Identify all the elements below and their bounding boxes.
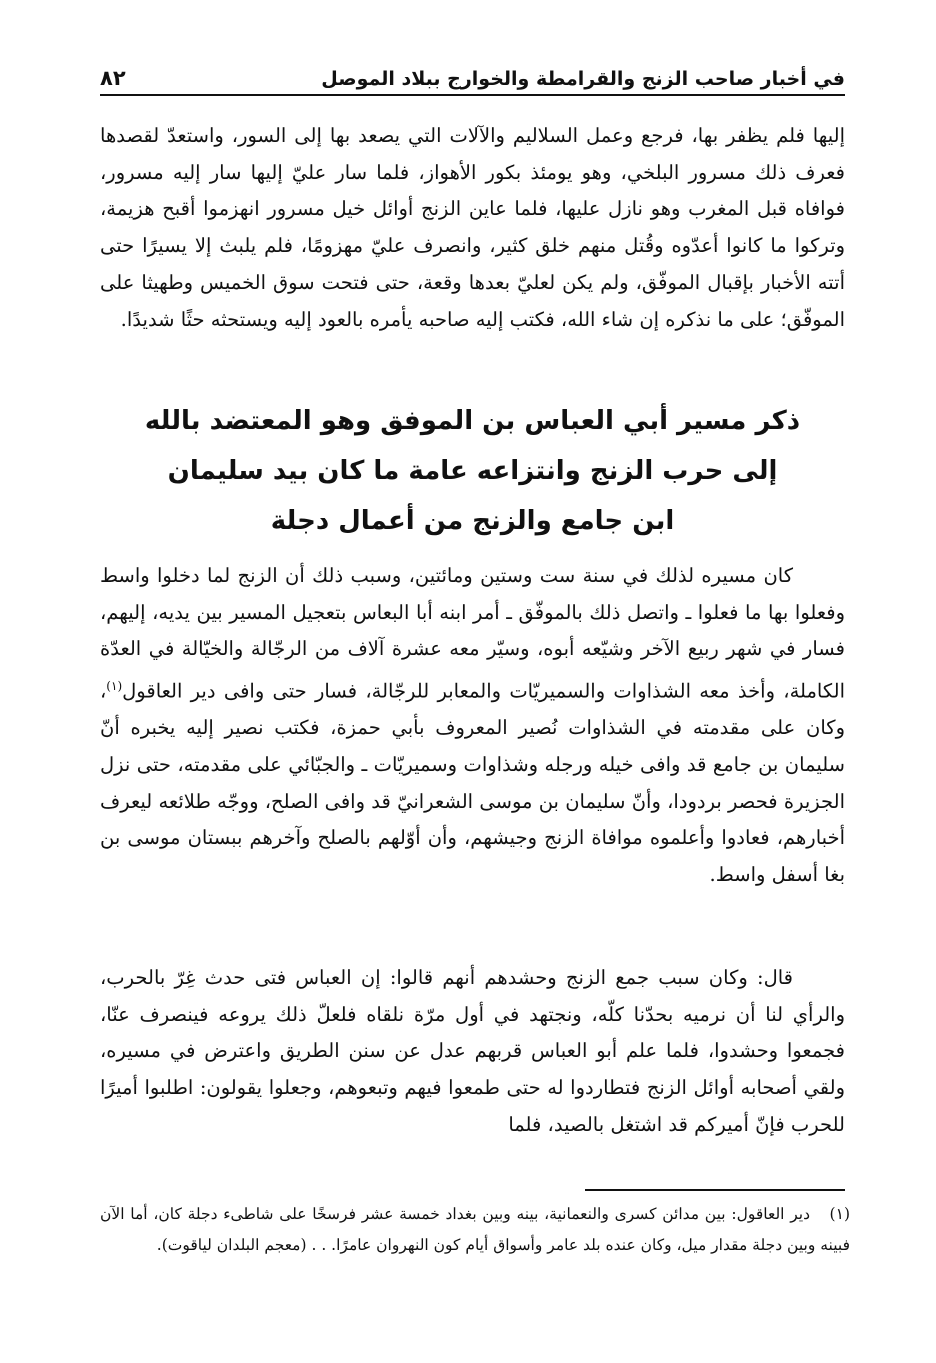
footnote-text: دير العاقول: بين مدائن كسرى والنعمانية، بينه وبين بغداد خمسة عشر فرسخًا على شاطىء دجلة كان، أما الآن فبينه وبين دجلة مقدار ميل، وكان عنده بلد عامر وأسواق أيام كون النهروان عامرًا. . . (معجم البلدان لياقوت). [100, 1205, 850, 1254]
paragraph-3 [100, 960, 845, 1144]
paragraph-2-part-1: كان مسيره لذلك في سنة ست وستين ومائتين، وسبب ذلك أن الزنج لما دخلوا واسط وفعلوا بها ما فعلوا ـ واتصل ذلك بالموفّق ـ أمر ابنه أبا البعاس بتعجيل المسير بين يديه، إليهم، فسار في شهر ربيع الآخر وشيّعه أبوه، وسيّر معه عشرة آلاف من الرجّالة والخيّالة في العدّة الكاملة، وأخذ معه الشذاوات والسميريّات والمعابر للرجّالة، فسار حتى وافى دير العاقول [100, 564, 845, 703]
heading-line-2: إلى حرب الزنج وانتزاعه عامة ما كان بيد سليمان [167, 456, 778, 486]
heading-line-3: ابن جامع والزنج من أعمال دجلة [270, 506, 675, 536]
paragraph-2-part-2: ، وكان على مقدمته في الشذاوات نُصير المعروف بأبي حمزة، فكتب نصير إليه يخبره أنّ سليمان بن جامع قد وافى خيله ورجله وشذاوات وسميريّات ـ والجبّائي على مقدمته، حتى نزل الجزيرة فحصر بردودا، وأنّ سليمان بن موسى الشعرانيّ قد وافى الصلح، ووجّه طلائعه ليعرف أخبارهم، فعادوا وأعلموه موافاة الزنج وجيشهم، وأن أوّلهم بالصلح وآخرهم ببستان موسى بن بغا أسفل واسط. [100, 679, 845, 887]
footnote-separator [585, 1189, 845, 1191]
page-number: ٨٢ [100, 66, 126, 90]
heading-line-1: ذكر مسير أبي العباس بن الموفق وهو المعتضد بالله [144, 406, 801, 436]
footnote-reference-1[interactable]: (١) [106, 679, 123, 694]
header-title: في أخبار صاحب الزنج والقرامطة والخوارج ببلاد الموصل [321, 68, 845, 90]
paragraph-2-text [100, 558, 845, 894]
footnote-1 [100, 1199, 850, 1261]
paragraph-1-text: إليها فلم يظفر بها، فرجع وعمل السلاليم والآلات التي يصعد بها إلى السور، واستعدّ لقصدها فعرف ذلك مسرور البلخي، وهو يومئذ بكور الأهواز، فلما سار عليّ إليها سار إليه مسرور، فوافاه قبل المغرب وهو نازل عليها، فلما عاين الزنج أوائل خيل مسرور انهزموا أقبح هزيمة، وتركوا ما كانوا أعدّوه وقُتل منهم خلق كثير، وانصرف عليّ مهزومًا، فلم يلبث إلا يسيرًا حتى أتته الأخبار بإقبال الموفّق، ولم يكن لعليّ بعدها وقعة، حتى فتحت سوق الخميس وطهيثا على الموفّق؛ على ما نذكره إن شاء الله، فكتب إليه صاحبه يأمره بالعود إليه ويستحثه حثًا شديدًا. [100, 124, 845, 331]
running-header [100, 56, 845, 96]
section-heading [100, 396, 845, 546]
paragraph-1 [100, 118, 845, 338]
footnote-number: (١) [829, 1205, 850, 1223]
footnotes [100, 1199, 850, 1261]
paragraph-2 [100, 558, 845, 894]
paragraph-3-text: قال: وكان سبب جمع الزنج وحشدهم أنهم قالوا: إن العباس فتى حدث غِرّ بالحرب، والرأي لنا أن نرميه بحدّنا كلّه، ونجتهد في أول مرّة نلقاه فلعلّ ذلك يروعه فينصرف عنّا، فجمعوا وحشدوا، فلما علم أبو العباس قربهم عدل عن سنن الطريق واعترض في مسيره، ولقي أصحابه أوائل الزنج فتطاردوا له حتى طمعوا فيهم وتبعوهم، وجعلوا يقولون: اطلبوا أميرًا للحرب فإنّ أميركم قد اشتغل بالصيد، فلما [100, 966, 845, 1136]
